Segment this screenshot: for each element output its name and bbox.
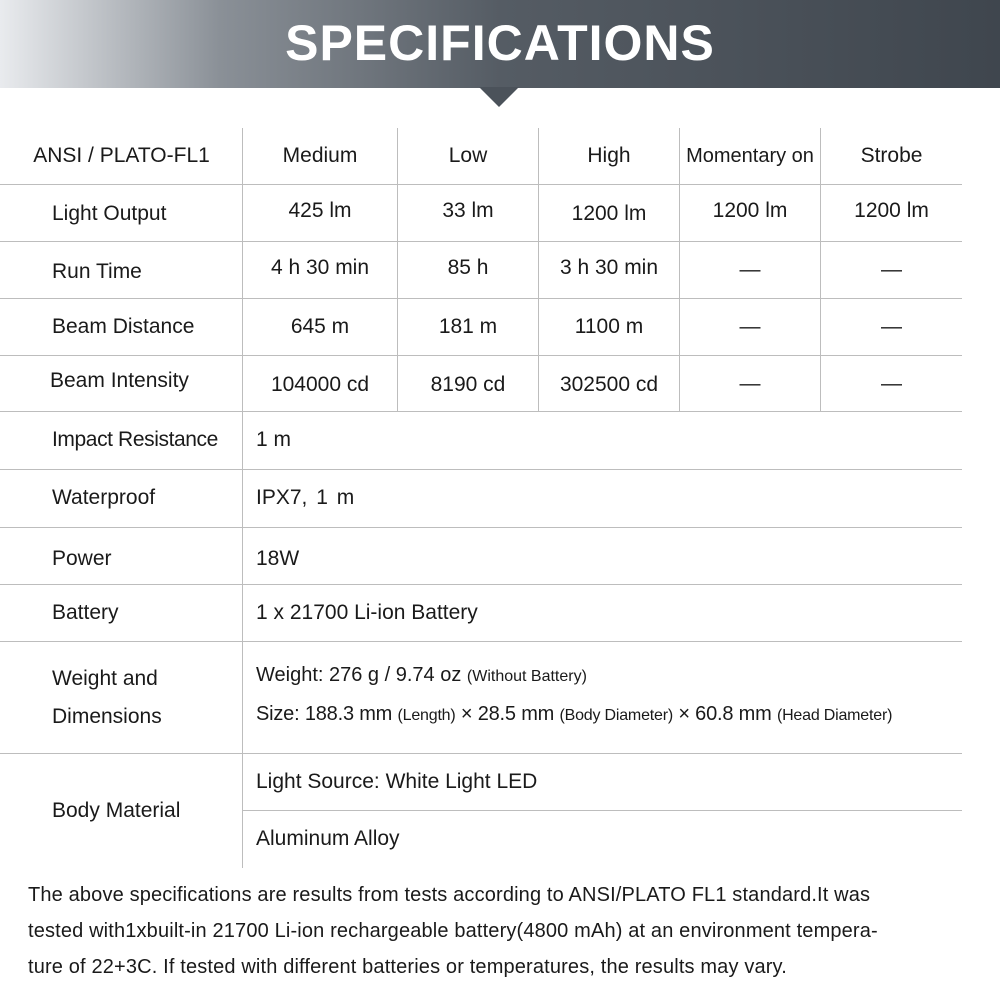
row-label-light-output: Light Output [52, 202, 167, 225]
size-body: × 28.5 mm [460, 703, 555, 725]
table-cell: 1200 lm [571, 202, 647, 225]
test-conditions-note [28, 877, 976, 985]
impact-resistance-value: 1 m [256, 428, 292, 451]
table-cell-dash: — [881, 372, 902, 395]
row-label-beam-distance: Beam Distance [52, 314, 195, 338]
table-cell: 1200 lm [854, 199, 929, 222]
column-header-low: Low [448, 144, 488, 167]
row-label-run-time: Run Time [52, 259, 142, 283]
battery-value: 1 x 21700 Li-ion Battery [256, 600, 478, 624]
weight-note: (Without Battery) [466, 668, 587, 685]
size-head-note: (Head Diameter) [776, 707, 893, 724]
table-cell-dash: — [739, 314, 761, 338]
table-column-divider [242, 128, 243, 868]
row-label-line: Weight and [52, 667, 158, 690]
body-material-value: Aluminum Alloy [256, 827, 400, 850]
size-value [256, 703, 892, 726]
table-cell: 1100 m [574, 314, 644, 338]
column-header-momentary: Momentary on [686, 145, 814, 167]
table-cell: 302500 cd [559, 373, 659, 396]
footnote-line: tested with1xbuilt-in 21700 Li-ion rechargeable battery(4800 mAh) at an environment tempera- [28, 920, 878, 942]
size-body-note: (Body Diameter) [559, 707, 673, 724]
row-label-battery: Battery [52, 600, 119, 624]
table-cell: 181 m [438, 314, 498, 338]
table-cell: 104000 cd [270, 373, 370, 396]
table-cell: 645 m [290, 314, 350, 338]
row-label-beam-intensity: Beam Intensity [50, 369, 189, 392]
column-header-standard: ANSI / PLATO-FL1 [33, 144, 210, 167]
table-cell: 33 lm [442, 199, 494, 222]
table-cell-dash: — [881, 257, 902, 281]
row-label-power: Power [52, 546, 112, 570]
column-header-medium: Medium [282, 144, 358, 167]
table-cell: 8190 cd [430, 373, 506, 396]
size-length: Size: 188.3 mm [256, 703, 393, 725]
page-title: SPECIFICATIONS [285, 15, 715, 71]
row-label-waterproof: Waterproof [52, 486, 156, 509]
table-cell: 4 h 30 min [270, 256, 370, 279]
table-cell: 85 h [447, 256, 489, 279]
waterproof-value: IPX7, 1 m [256, 486, 355, 509]
table-rule [0, 527, 962, 528]
weight-value [256, 664, 587, 687]
table-cell-dash: — [881, 314, 902, 338]
banner-pointer-arrow [479, 87, 519, 107]
power-value: 18W [256, 546, 300, 570]
weight-main: Weight: 276 g / 9.74 oz [256, 664, 462, 686]
table-cell: 3 h 30 min [559, 256, 659, 279]
table-cell-dash: — [739, 372, 761, 395]
row-label-weight-dimensions [52, 660, 162, 736]
footnote-line: The above specifications are results from tests according to ANSI/PLATO FL1 standard.It was [28, 884, 871, 906]
row-label-impact-resistance: Impact Resistance [52, 428, 218, 451]
table-rule [0, 641, 962, 642]
size-head: × 60.8 mm [678, 703, 772, 725]
table-cell-dash: — [739, 257, 761, 281]
size-length-note: (Length) [397, 707, 456, 724]
column-header-strobe: Strobe [860, 144, 923, 167]
table-cell: 1200 lm [712, 199, 788, 222]
column-header-high: High [587, 144, 631, 167]
footnote-line: ture of 22+3C. If tested with different batteries or temperatures, the results may vary. [28, 956, 787, 978]
light-source-value: Light Source: White Light LED [256, 769, 538, 793]
table-rule [0, 584, 962, 585]
table-cell: 425 lm [288, 199, 352, 222]
row-label-body-material: Body Material [52, 799, 181, 822]
row-label-line: Dimensions [52, 705, 162, 728]
